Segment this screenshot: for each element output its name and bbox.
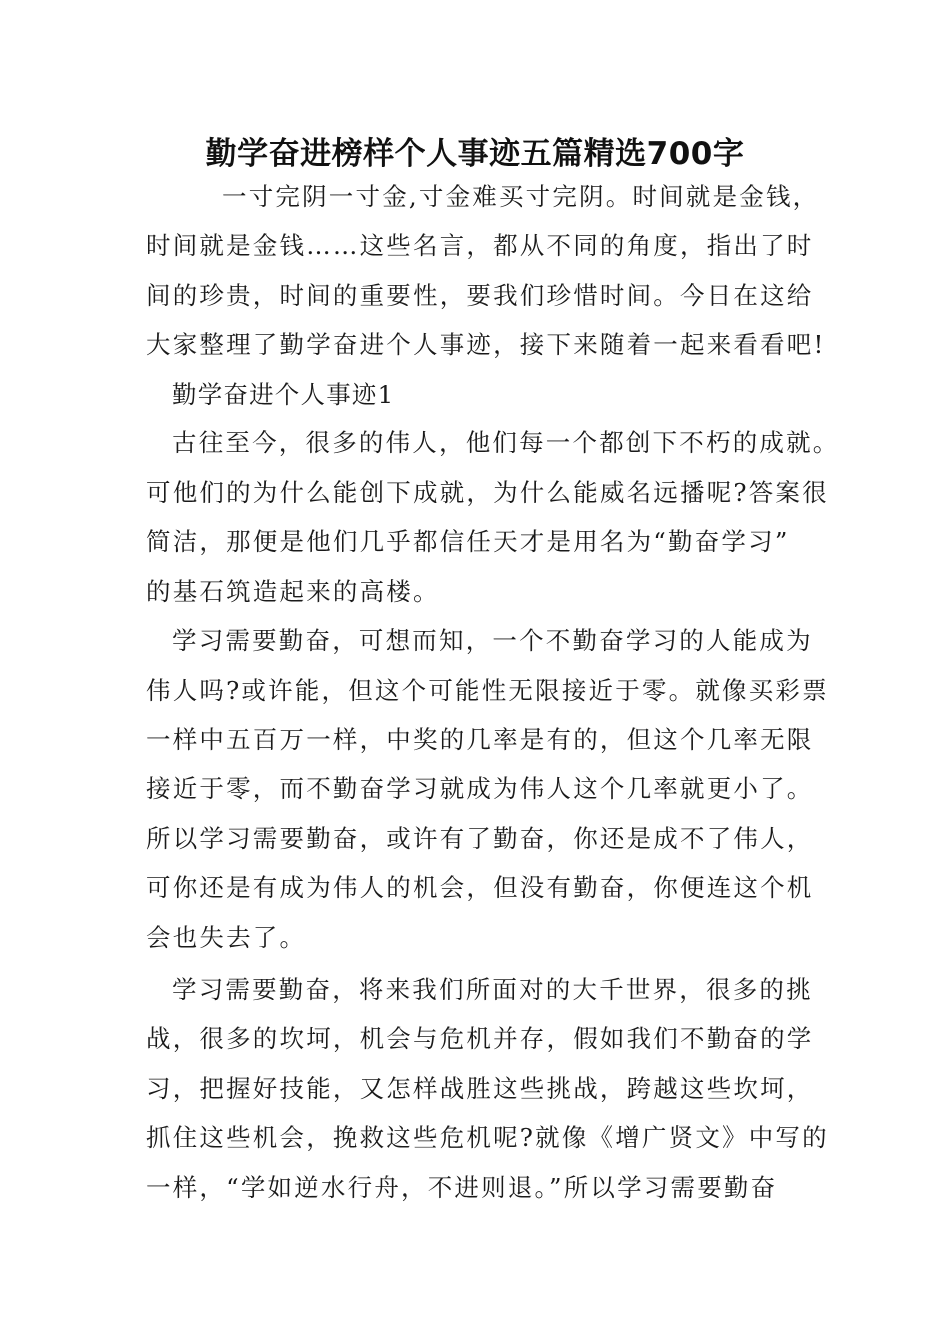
text-line: 所以学习需要勤奋，或许有了勤奋，你还是成不了伟人， bbox=[146, 824, 814, 853]
text-line: 习，把握好技能，又怎样战胜这些挑战，跨越这些坎坷， bbox=[146, 1074, 814, 1103]
text-line: 抓住这些机会，挽救这些危机呢?就像《增广贤文》中写的 bbox=[146, 1123, 829, 1152]
text-line: 简洁，那便是他们几乎都信任天才是用名为“勤奋学习” bbox=[146, 527, 790, 556]
text-line: 伟人吗?或许能，但这个可能性无限接近于零。就像买彩票 bbox=[146, 676, 829, 705]
section-heading: 勤学奋进个人事迹1 bbox=[172, 380, 395, 409]
text-line: 会也失去了。 bbox=[146, 923, 307, 952]
text-line: 的基石筑造起来的高楼。 bbox=[146, 577, 440, 606]
text-line: 学习需要勤奋，将来我们所面对的大千世界，很多的挑 bbox=[172, 975, 813, 1004]
text-line: 间的珍贵，时间的重要性，要我们珍惜时间。今日在这给 bbox=[146, 281, 814, 310]
text-line: 战，很多的坎坷，机会与危机并存，假如我们不勤奋的学 bbox=[146, 1024, 814, 1053]
document-title: 勤学奋进榜样个人事迹五篇精选700字 bbox=[205, 136, 745, 172]
text-line: 可你还是有成为伟人的机会，但没有勤奋，你便连这个机 bbox=[146, 873, 814, 902]
text-line: 可他们的为什么能创下成就，为什么能威名远播呢?答案很 bbox=[146, 478, 829, 507]
text-line: 大家整理了勤学奋进个人事迹，接下来随着一起来看看吧! bbox=[146, 330, 826, 359]
text-line: 时间就是金钱……这些名言，都从不同的角度，指出了时 bbox=[146, 231, 814, 260]
text-line: 接近于零，而不勤奋学习就成为伟人这个几率就更小了。 bbox=[146, 774, 814, 803]
text-line: 一寸完阴一寸金,寸金难买寸完阴。时间就是金钱， bbox=[222, 182, 820, 211]
text-line: 古往至今，很多的伟人，他们每一个都创下不朽的成就。 bbox=[172, 428, 840, 457]
text-line: 学习需要勤奋，可想而知，一个不勤奋学习的人能成为 bbox=[172, 626, 813, 655]
text-line: 一样中五百万一样，中奖的几率是有的，但这个几率无限 bbox=[146, 725, 814, 754]
text-line: 一样，“学如逆水行舟，不进则退。”所以学习需要勤奋 bbox=[146, 1173, 778, 1202]
